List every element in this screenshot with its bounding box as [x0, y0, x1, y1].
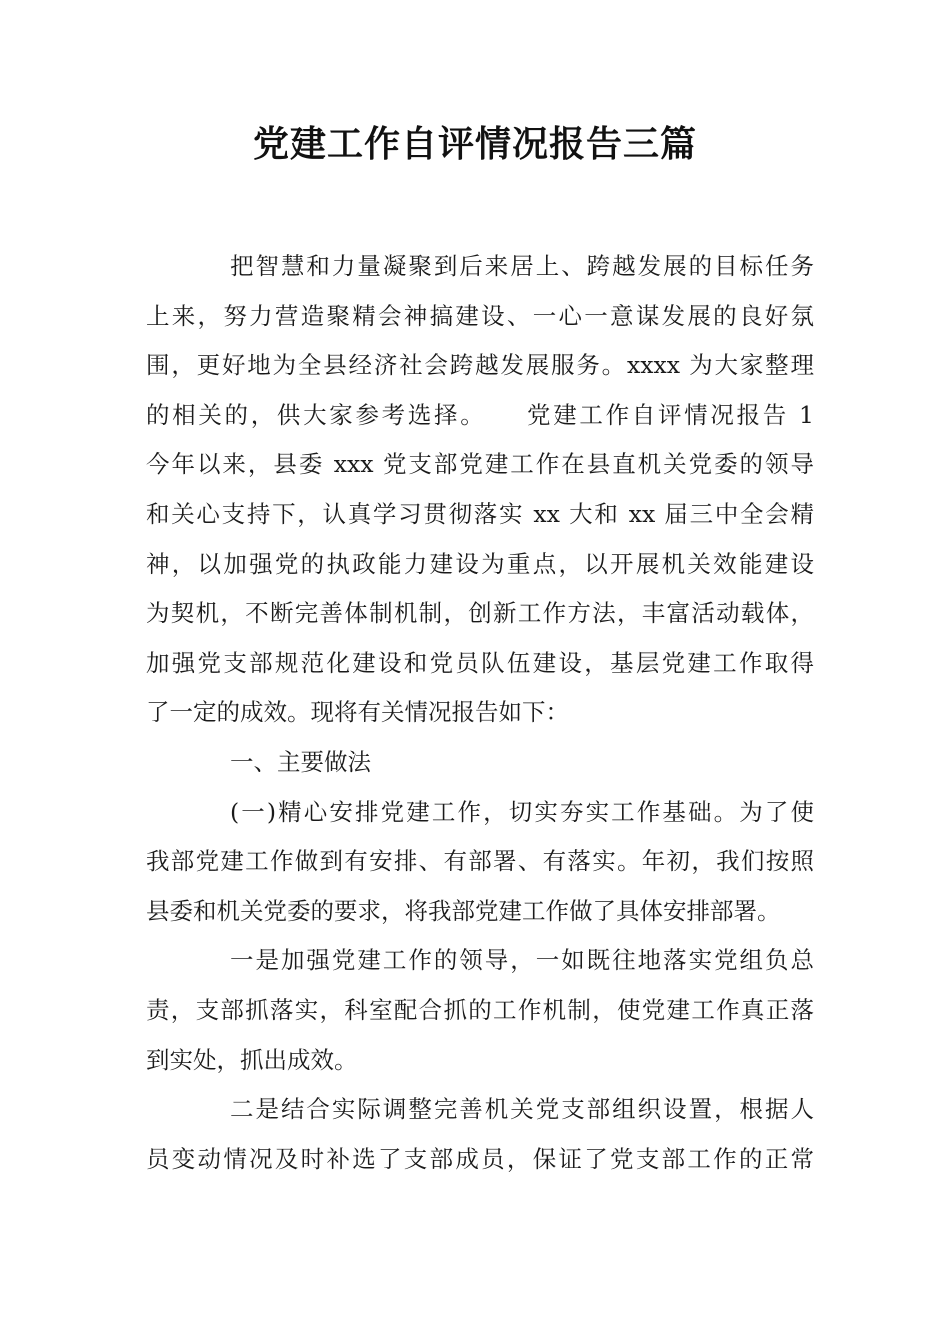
body-line: 上来，努力营造聚精会神搞建设、一心一意谋发展的良好氛 [146, 301, 814, 330]
body-line: 责，支部抓落实，科室配合抓的工作机制，使党建工作真正落 [146, 995, 814, 1024]
body-line: 为契机，不断完善体制机制，创新工作方法，丰富活动载体， [146, 599, 814, 628]
body-line: 我部党建工作做到有安排、有部署、有落实。年初，我们按照 [146, 847, 814, 876]
body-line: 的相关的，供大家参考选择。 党建工作自评情况报告 1 [146, 400, 814, 429]
body-line: 和关心支持下，认真学习贯彻落实 xx 大和 xx 届三中全会精 [146, 499, 814, 528]
document-body [146, 242, 814, 1184]
body-line: 今年以来，县委 xxx 党支部党建工作在县直机关党委的领导 [146, 450, 814, 479]
body-line: 员变动情况及时补选了支部成员，保证了党支部工作的正常 [146, 1144, 814, 1173]
body-line: 把智慧和力量凝聚到后来居上、跨越发展的目标任务 [230, 252, 814, 280]
body-line: 神，以加强党的执政能力建设为重点，以开展机关效能建设 [146, 549, 814, 578]
body-line: 县委和机关党委的要求，将我部党建工作做了具体安排部署。 [146, 896, 781, 925]
body-line: 一、主要做法 [230, 747, 371, 776]
body-line: (一)精心安排党建工作，切实夯实工作基础。为了使 [230, 797, 814, 826]
body-line: 到实处，抓出成效。 [146, 1045, 358, 1074]
body-line: 围，更好地为全县经济社会跨越发展服务。xxxx 为大家整理 [146, 351, 814, 380]
body-line: 加强党支部规范化建设和党员队伍建设，基层党建工作取得 [146, 648, 814, 677]
body-line: 了一定的成效。现将有关情况报告如下： [146, 698, 569, 727]
body-line: 二是结合实际调整完善机关党支部组织设置，根据人 [230, 1095, 814, 1124]
document-title: 党建工作自评情况报告三篇 [252, 123, 697, 165]
body-line: 一是加强党建工作的领导，一如既往地落实党组负总 [230, 946, 814, 975]
